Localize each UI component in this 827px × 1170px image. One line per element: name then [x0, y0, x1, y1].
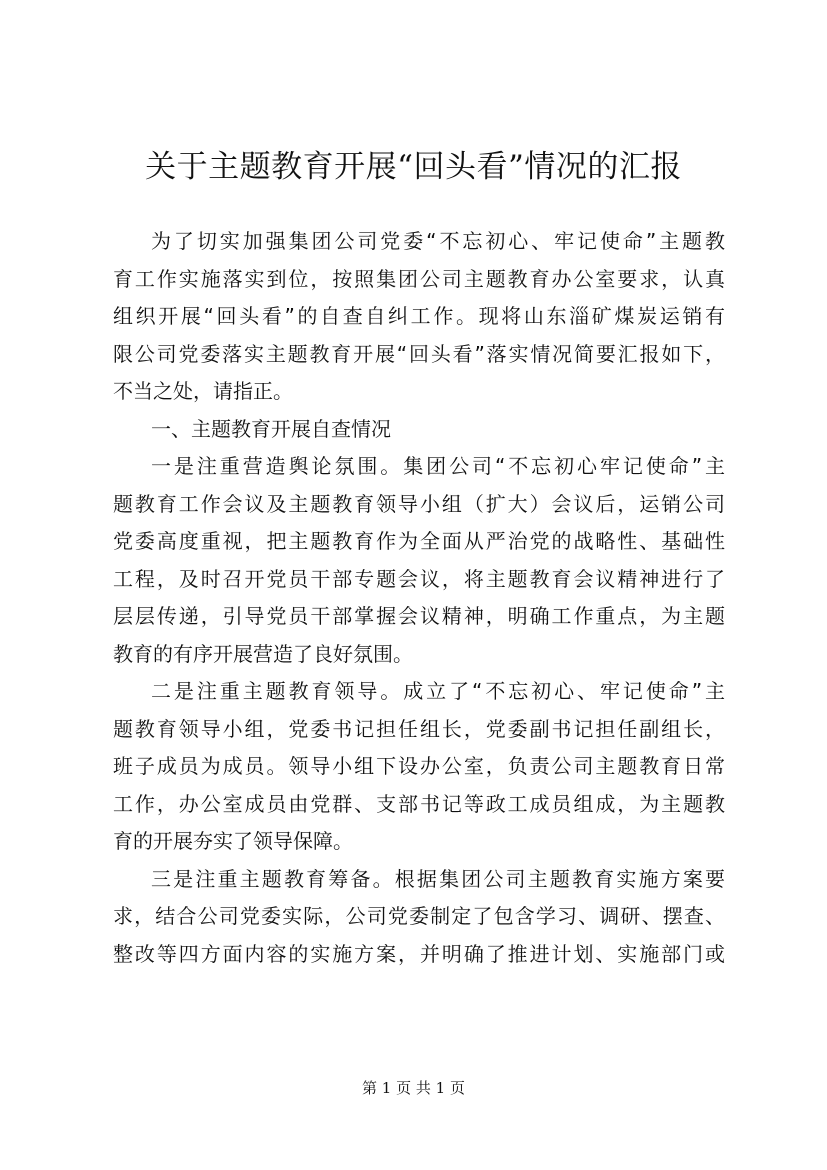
- paragraph-leadership: [113, 673, 725, 861]
- section-heading-text: 一、主题教育开展自查情况: [151, 416, 391, 441]
- page-footer: 第 1 页 共 1 页: [362, 1079, 465, 1097]
- paragraph-public-opinion: [113, 448, 725, 673]
- text-line: 层层传递，引导党员干部掌握会议精神，明确工作重点，为主题: [113, 604, 725, 628]
- text-line: 三是注重主题教育筹备。根据集团公司主题教育实施方案要: [151, 866, 725, 891]
- text-line: 不当之处，请指正。: [113, 379, 293, 403]
- text-line: 组织开展“回头看”的自查自纠工作。现将山东淄矿煤炭运销有: [113, 304, 725, 328]
- paragraph-preparation: [113, 861, 725, 974]
- text-line: 育的开展夯实了领导保障。: [113, 829, 353, 853]
- text-line: 限公司党委落实主题教育开展“回头看”落实情况简要汇报如下，: [113, 341, 725, 366]
- text-line: 为了切实加强集团公司党委“不忘初心、牢记使命”主题教: [151, 229, 725, 253]
- text-line: 育工作实施落实到位，按照集团公司主题教育办公室要求，认真: [113, 266, 725, 291]
- text-line: 题教育工作会议及主题教育领导小组（扩大）会议后，运销公司: [113, 491, 725, 516]
- document-title: 关于主题教育开展“回头看”情况的汇报: [145, 149, 682, 185]
- document-body: [113, 223, 725, 973]
- text-line: 整改等四方面内容的实施方案，并明确了推进计划、实施部门或: [113, 941, 725, 966]
- text-line: 一是注重营造舆论氛围。集团公司“不忘初心牢记使命”主: [151, 454, 725, 478]
- text-line: 班子成员为成员。领导小组下设办公室，负责公司主题教育日常: [113, 754, 725, 778]
- text-line: 工程，及时召开党员干部专题会议，将主题教育会议精神进行了: [113, 566, 725, 591]
- text-line: 工作，办公室成员由党群、支部书记等政工成员组成，为主题教: [113, 791, 725, 816]
- text-line: 党委高度重视，把主题教育作为全面从严治党的战略性、基础性: [113, 529, 725, 553]
- text-line: 题教育领导小组，党委书记担任组长，党委副书记担任副组长，: [113, 716, 725, 741]
- text-line: 二是注重主题教育领导。成立了“不忘初心、牢记使命”主: [151, 679, 725, 703]
- text-line: 求，结合公司党委实际，公司党委制定了包含学习、调研、摆查、: [113, 904, 725, 928]
- paragraph-intro: [113, 223, 725, 411]
- section-heading: [113, 411, 725, 449]
- text-line: 教育的有序开展营造了良好氛围。: [113, 641, 413, 666]
